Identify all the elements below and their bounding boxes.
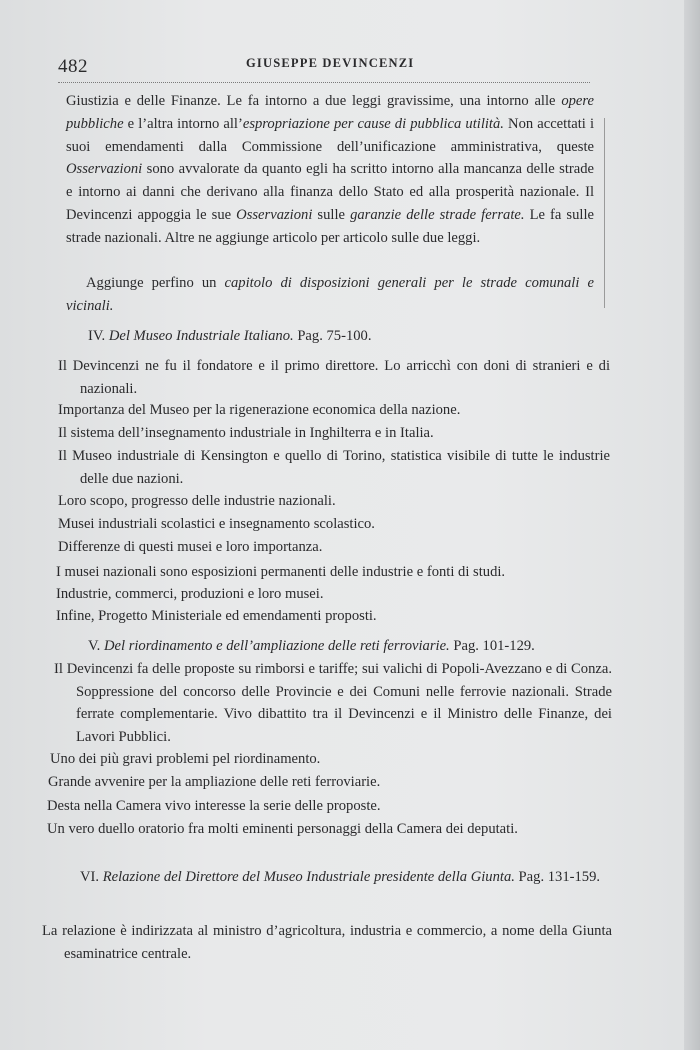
section-iv-item: Il Devincenzi ne fu il fondatore e il primo direttore. Lo arricchì con doni di stranieri e di nazionali. — [58, 358, 610, 397]
section-v-item: Un vero duello oratorio fra molti eminenti personaggi della Camera dei deputati. — [47, 821, 518, 837]
page-edge-shadow — [684, 0, 700, 1050]
section-iv-heading: IV. Del Museo Industriale Italiano. Pag. 75-100. — [88, 328, 372, 344]
section-iv-item: Il Museo industriale di Kensington e quello di Torino, statistica visibile di tutte le industrie delle due nazioni. — [58, 448, 610, 487]
section-v-heading: V. Del riordinamento e dell’ampliazione delle reti ferroviarie. Pag. 101-129. — [88, 638, 535, 654]
section-iv-item: Musei industriali scolastici e insegnamento scolastico. — [58, 516, 375, 532]
section-vi-heading: VI. Relazione del Direttore del Museo Industriale presidente della Giunta. Pag. 131-159. — [80, 869, 601, 885]
section-iv-item: Differenze di questi musei e loro importanza. — [58, 539, 323, 555]
aggiunge-paragraph: Aggiunge perfino un capitolo di disposizioni generali per le strade comunali e vicinali. — [66, 275, 594, 314]
section-iv-item: Loro scopo, progresso delle industrie nazionali. — [58, 493, 336, 509]
running-head: GIUSEPPE DEVINCENZI — [246, 56, 415, 70]
section-iv-item: I musei nazionali sono esposizioni permanenti delle industrie e fonti di studi. — [56, 564, 506, 580]
page-number: 482 — [58, 56, 88, 77]
section-v-item: Desta nella Camera vivo interesse la serie delle proposte. — [47, 798, 381, 814]
section-v-item: Il Devincenzi fa delle proposte su rimborsi e tariffe; sui valichi di Popoli-Avezzano e di Conza. Soppressione del concorso delle Provincie e dei Comuni nelle ferrovie nazionali. Strade ferrate complementarie. Vivo dibattito tra il Devincenzi e il Ministro delle Finanze, dei Lavori Pubblici. — [54, 661, 612, 745]
section-v-item: Uno dei più gravi problemi pel riordinamento. — [50, 751, 321, 767]
section-iv-item: Importanza del Museo per la rigenerazione economica della nazione. — [58, 402, 461, 418]
page-header — [58, 52, 590, 83]
section-iv-item: Infine, Progetto Ministeriale ed emendamenti proposti. — [56, 608, 377, 624]
margin-rule — [604, 118, 605, 308]
section-v-item: Grande avvenire per la ampliazione delle reti ferroviarie. — [48, 774, 381, 790]
section-vi-item: La relazione è indirizzata al ministro d’agricoltura, industria e commercio, a nome della Giunta esaminatrice centrale. — [42, 923, 612, 962]
section-iv-item: Industrie, commerci, produzioni e loro musei. — [56, 586, 324, 602]
section-iv-item: Il sistema dell’insegnamento industriale in Inghilterra e in Italia. — [58, 425, 434, 441]
intro-paragraph: Giustizia e delle Finanze. Le fa intorno a due leggi gravissime, una intorno alle opere pubbliche e l’altra intorno all’espropriazione per cause di pubblica utilità. Non accettati i suoi emendamenti dalla Commissione dell’unificazione amministrativa, queste Osservazioni sono avvalorate da quanto egli ha scritto intorno alla mancanza delle strade e intorno ai danni che derivano alla finanza dello Stato ed alla prosperità nazionale. Il Devincenzi appoggia le sue Osservazioni sulle garanzie delle strade ferrate. Le fa sulle strade nazionali. Altre ne aggiunge articolo per articolo sulle due leggi. — [66, 93, 594, 246]
